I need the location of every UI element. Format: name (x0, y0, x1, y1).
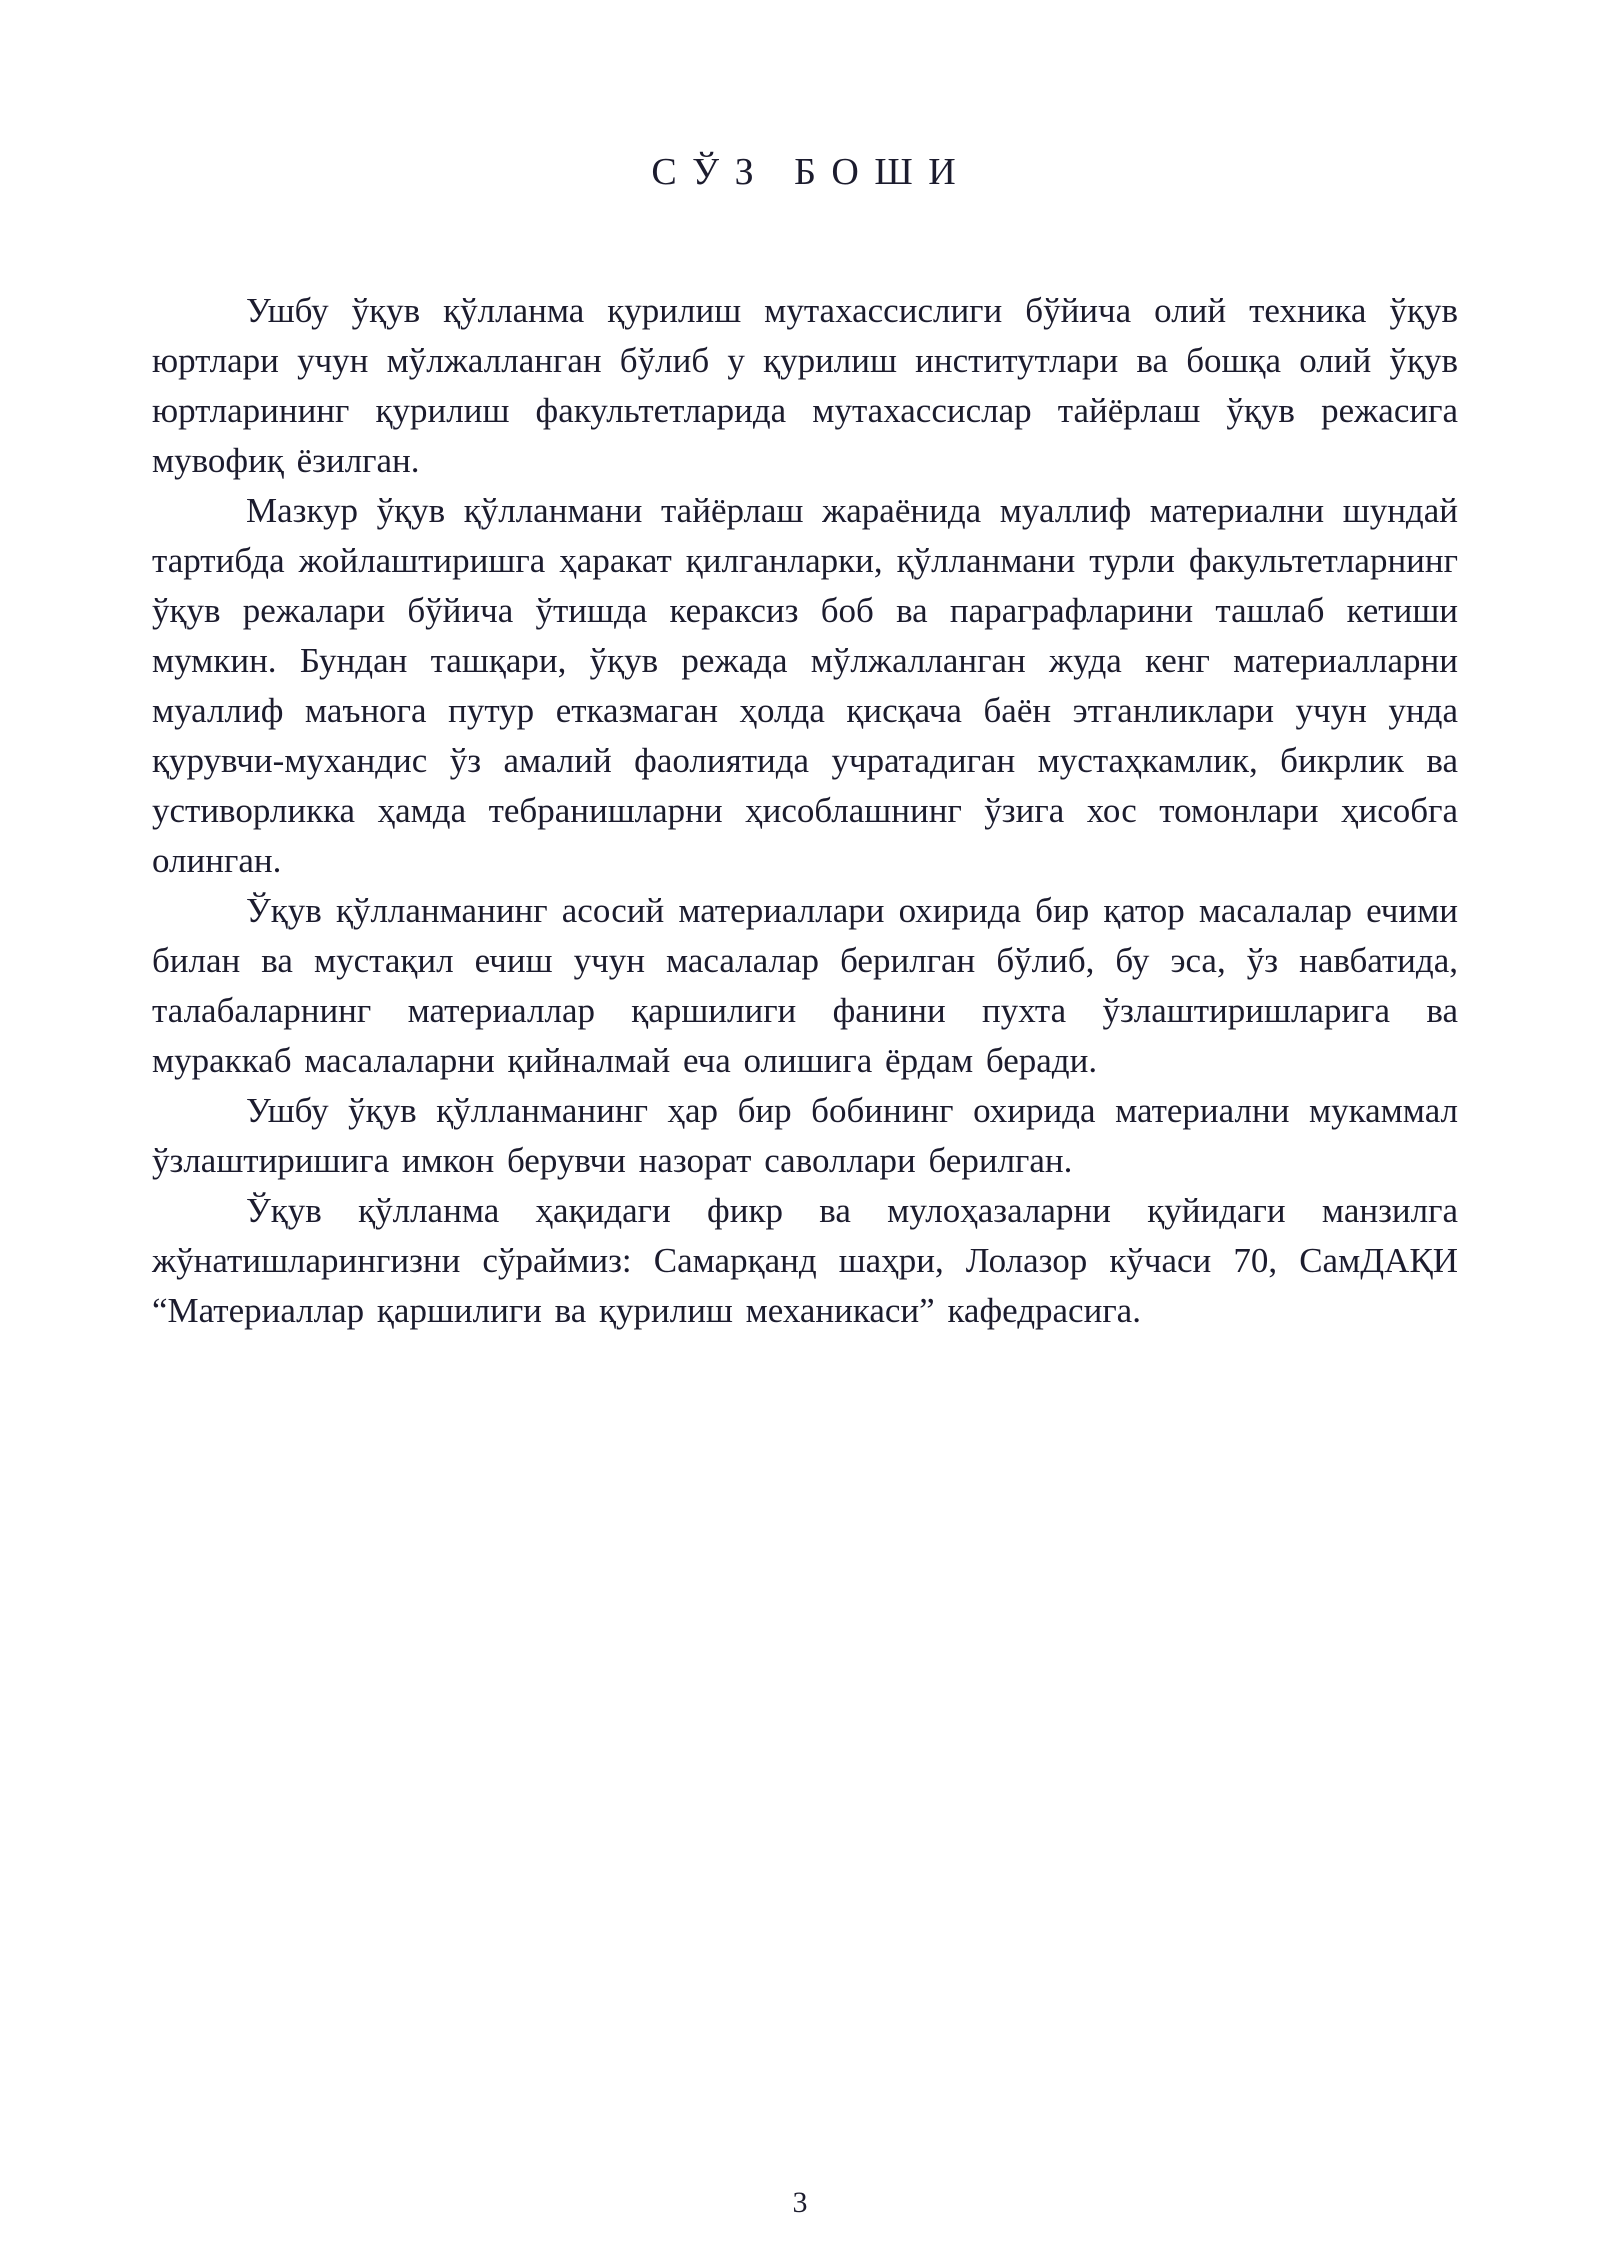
paragraph: Ўқув қўлланма ҳақидаги фикр ва мулоҳазаларни қуйидаги манзилга жўнатишларингизни сўраймиз: Самарқанд шаҳри, Лолазор кўчаси 70, СамДАҚИ “Материаллар қаршилиги ва қурилиш механикаси” кафедрасига. (152, 1191, 1458, 1330)
page-number: 3 (792, 2186, 808, 2219)
paragraph: Ушбу ўқув қўлланма қурилиш мутахассислиги бўйича олий техника ўқув юртлари учун мўлжалланган бўлиб у қурилиш институтлари ва бошқа олий ўқув юртларининг қурилиш факультетларида мутахассислар тайёрлаш ўқув режасига мувофиқ ёзилган. (152, 291, 1458, 480)
text-block (152, 150, 1458, 1336)
body-text (152, 286, 1458, 1336)
page-title: С Ў З Б О Ш И (651, 151, 959, 193)
paragraph: Ушбу ўқув қўлланманинг ҳар бир бобининг охирида материални мукаммал ўзлаштиришига имкон берувчи назорат саволлари берилган. (152, 1091, 1458, 1180)
paragraph: Ўқув қўлланманинг асосий материаллари охирида бир қатор масалалар ечими билан ва мустақил ечиш учун масалалар берилган бўлиб, бу эса, ўз навбатида, талабаларнинг материаллар қаршилиги фанини пухта ўзлаштиришларига ва мураккаб масалаларни қийналмай еча олишига ёрдам беради. (152, 891, 1458, 1080)
paragraph: Мазкур ўқув қўлланмани тайёрлаш жараёнида муаллиф материални шундай тартибда жойлаштиришга ҳаракат қилганларки, қўлланмани турли факультетларнинг ўқув режалари бўйича ўтишда кераксиз боб ва параграфларини ташлаб кетиши мумкин. Бундан ташқари, ўқув режада мўлжалланган жуда кенг материалларни муаллиф маънога путур етказмаган ҳолда қисқача баён этганликлари учун унда қурувчи-мухандис ўз амалий фаолиятида учратадиган мустаҳкамлик, бикрлик ва устиворликка ҳамда тебранишларни ҳисоблашнинг ўзига хос томонлари ҳисобга олинган. (152, 491, 1458, 880)
